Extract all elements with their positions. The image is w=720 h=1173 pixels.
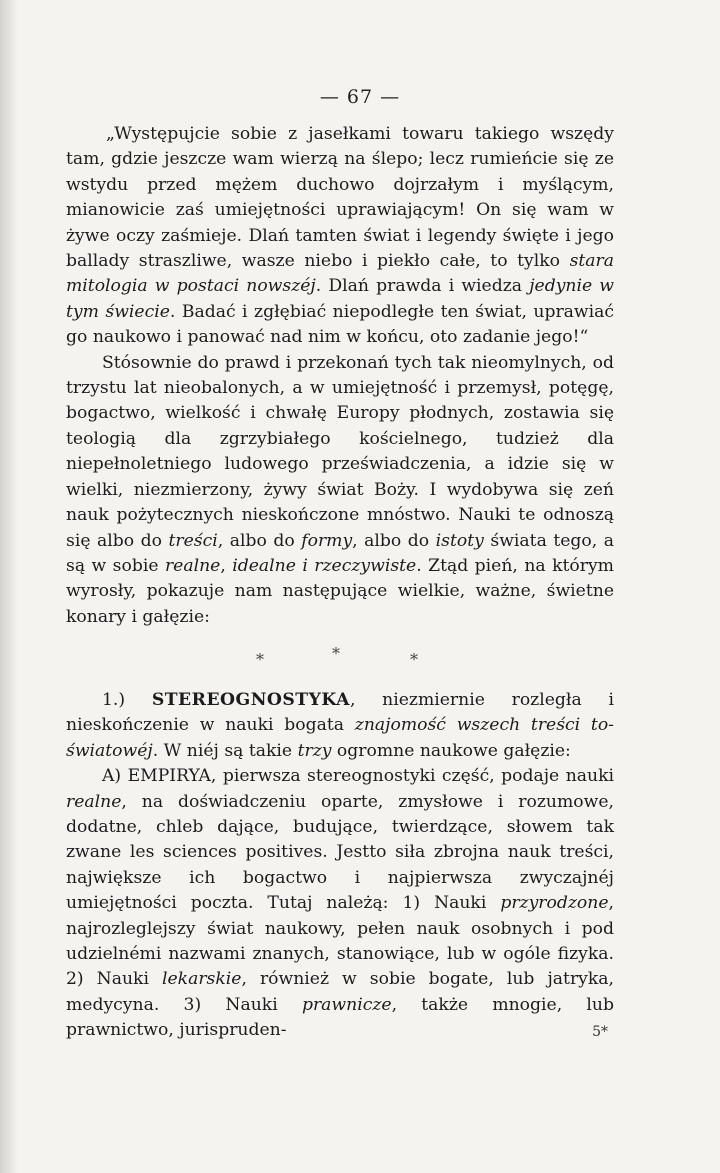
italic-run: znajomość wszech treści to-światowéj (66, 715, 614, 761)
text-run: A) EMPIRYA, pierwsza stereognostyki część, podaje nauki (102, 766, 614, 787)
divider-star: * (410, 650, 418, 669)
text-run: . Dlań prawda i wiedza (315, 276, 530, 297)
text-run: , (220, 555, 233, 576)
text-run: świata tego, a są w sobie (66, 530, 614, 576)
italic-run: trzy (297, 740, 332, 761)
section-divider-stars (0, 644, 720, 670)
italic-run: realne (164, 555, 221, 576)
divider-star: * (256, 650, 264, 669)
text-run: ogromne naukowe gałęzie: (331, 740, 571, 761)
italic-run: jedynie w tym świecie (66, 276, 614, 322)
text-run: , na doświadczeniu oparte, zmysłowe i rozumowe, dodatne, chleb dające, budujące, twierdzące, słowem tak zwane les sciences positives. Jestto siła zbrojna nauk treści, największe ich bogactwo i najpierwsza zwyczajnéj umiejętności poczta. Tutaj należą: 1) Nauki (66, 791, 614, 914)
page-number: — 67 — (319, 86, 401, 108)
text-run: , albo do (352, 530, 436, 551)
paragraph-quote (66, 122, 614, 351)
italic-run: przyrodzone (500, 893, 609, 914)
paragraph-empirya (66, 764, 614, 1043)
main-text-block (66, 122, 614, 630)
item-number: 1.) (102, 690, 152, 710)
italic-run: realne (66, 791, 122, 812)
text-run: „Występujcie sobie z jasełkami towaru takiego wszędy tam, gdzie jeszcze wam wierzą na ślepo; lecz rumieńcie się ze wstydu przed mężem duchowo dojrzałym i myślącym, mianowicie zaś umiejętności uprawiającym! On się wam w żywe oczy zaśmieje. Dlań tamten świat i legendy święte i jego ballady straszliwe, wasze niebo i piekło całe, to tylko (66, 124, 614, 272)
paragraph-stereognostyka (66, 688, 614, 764)
italic-run: lekarskie (161, 969, 242, 990)
italic-run: treści (168, 530, 218, 551)
italic-run: istoty (435, 530, 484, 551)
section-heading: STEREOGNOSTYKA (151, 690, 350, 710)
italic-run: stara mitologia w postaci nowszéj (66, 251, 614, 297)
section-text-block (66, 688, 614, 1044)
text-run: , również w sobie bogate, lub jatryka, medycyna. 3) Nauki (66, 969, 614, 1015)
text-run: , albo do (217, 530, 302, 551)
text-run: , niezmiernie rozległa i nieskończenie w nauki bogata (66, 690, 614, 736)
text-run: . W niéj są takie (152, 740, 298, 761)
text-run: Stósownie do prawd i przekonań tych tak nieomylnych, od trzystu lat nieobalonych, a w umiejętność i przemysł, potęgę, bogactwo, wielkość i chwałę Europy płodnych, zostawia się teologią dla zgrzybiałego kościelnego, tudzież dla niepełnoletniego ludowego przeświadczenia, a idzie się w wielki, niezmierzony, żywy świat Boży. I wydobywa się zeń nauk pożytecznych nieskończone mnóstwo. Nauki te odnoszą się albo do (66, 352, 614, 551)
text-run: , najrozleglejszy świat naukowy, pełen nauk osobnych i pod udzielnémi nazwami znanych, stanowiące, lub w ogóle fizyka. 2) Nauki (66, 893, 614, 990)
italic-run: prawnicze (301, 994, 392, 1015)
paragraph-branches (66, 351, 614, 630)
text-run: . Ztąd pień, na którym wyrosły, pokazuje nam następujące wielkie, ważne, świetne konary i gałęzie: (66, 555, 614, 627)
italic-run: idealne i rzeczywiste (232, 555, 417, 576)
printer-signature-mark: 5* (592, 1024, 608, 1040)
italic-run: formy (301, 530, 353, 551)
text-run: , także mnogie, lub prawnictwo, jurispruden- (66, 994, 614, 1041)
text-run: . Badać i zgłębiać niepodległe ten świat, uprawiać go naukowo i panować nad nim w końcu, oto zadanie jego!“ (66, 301, 614, 348)
divider-star: * (332, 644, 340, 663)
